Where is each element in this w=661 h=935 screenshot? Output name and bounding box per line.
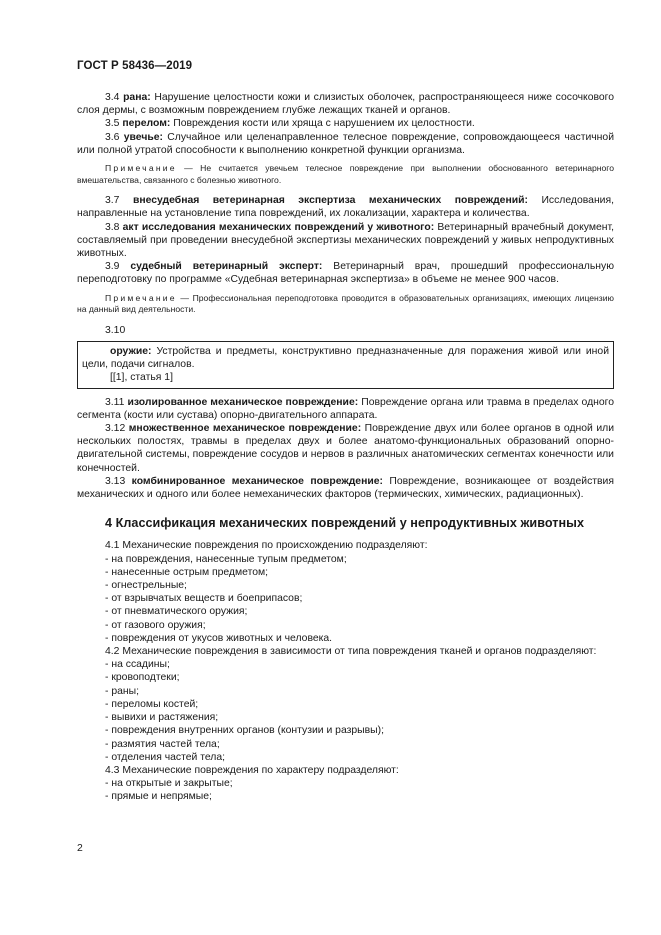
list-item: - отделения частей тела;: [105, 751, 226, 763]
list-item: - повреждения внутренних органов (контузии и разрывы);: [105, 725, 384, 737]
term-3-10-number: 3.10: [105, 324, 126, 336]
list-item: - переломы костей;: [105, 698, 199, 710]
clause-4-2: 4.2 Механические повреждения в зависимости от типа повреждения тканей и органов подразделяют:: [105, 646, 597, 658]
clause-4-3: 4.3 Механические повреждения по характеру подразделяют:: [105, 764, 399, 776]
term-3-4: 3.4 рана: Нарушение целостности кожи и слизистых оболочек, распространяющееся ниже сосочкового слоя дермы, с возможным повреждением глубже лежащих тканей и органов.: [77, 92, 614, 117]
term-3-9: 3.9 судебный ветеринарный эксперт: Ветеринарный врач, прошедший профессиональную переподготовку по программе «Судебная ветеринарная экспертиза» в объеме не менее 900 часов.: [77, 261, 614, 286]
list-item: - на ссадины;: [105, 659, 170, 671]
section-4-title: 4 Классификация механических повреждений у непродуктивных животных: [105, 516, 585, 531]
list-item: - от взрывчатых веществ и боеприпасов;: [105, 593, 303, 605]
term-3-6: 3.6 увечье: Случайное или целенаправленное телесное повреждение, сопровождающееся частичной или полной утратой способности к выполнению конкретной функции организма.: [77, 131, 615, 156]
list-item: - нанесенные острым предметом;: [105, 566, 269, 578]
list-item: - на повреждения, нанесенные тупым предметом;: [105, 553, 347, 565]
term-3-10-reference: [[1], статья 1]: [110, 372, 173, 384]
document-header: ГОСТ Р 58436—2019: [77, 60, 193, 72]
list-item: - раны;: [105, 685, 139, 697]
page-number: 2: [77, 843, 83, 854]
term-3-12: 3.12 множественное механическое повреждение: Повреждение двух или более органов в одной или нескольких полостях, травмы в пределах двух и более анатомо-функциональных образований опорно-двигательной системы, повреждение сосудов и нервов в различных анатомических сегментах конечности или конечностей.: [77, 423, 615, 474]
list-item: - от газового оружия;: [105, 619, 206, 631]
list-item: - прямые и непрямые;: [105, 791, 212, 803]
note-2: Примечание — Профессиональная переподготовка проводится в образовательных организациях, имеющих лицензию на данный вид деятельности.: [77, 292, 614, 315]
page-content: [77, 91, 614, 804]
list-item: - кровоподтеки;: [105, 672, 180, 684]
term-3-13: 3.13 комбинированное механическое повреждение: Повреждение, возникающее от воздействия механических и одного или более немеханических факторов (термических, химических, радиационных).: [77, 475, 614, 501]
list-item: - повреждения от укусов животных и человека.: [105, 632, 333, 644]
list-item: - от пневматического оружия;: [105, 606, 248, 618]
term-3-10-box: [77, 341, 614, 389]
list-item: - размятия частей тела;: [105, 738, 220, 750]
term-3-7: 3.7 внесудебная ветеринарная экспертиза механических повреждений: Исследования, направленные на установление типа повреждений, их локализации, характера и количества.: [77, 195, 615, 220]
list-4-2: [77, 658, 614, 764]
list-4-3: [77, 777, 614, 803]
list-item: - огнестрельные;: [105, 580, 187, 592]
list-item: - вывихи и растяжения;: [105, 712, 219, 724]
term-3-5: 3.5 перелом: Повреждения кости или хряща с нарушением их целостности.: [105, 118, 475, 130]
note-1: Примечание — Не считается увечьем телесное повреждение при выполнении обоснованного ветеринарного вмешательства, связанного с болезнью животного.: [77, 163, 615, 185]
term-3-11: 3.11 изолированное механическое повреждение: Повреждение органа или травма в пределах одного сегмента (кости или сустава) опорно-двигательного аппарата.: [77, 396, 614, 421]
list-4-1: [77, 553, 614, 645]
term-3-8: 3.8 акт исследования механических повреждений у животного: Ветеринарный врачебный документ, составляемый при проведении внесудебной экспертизы механических повреждений у живых непродуктивных животных.: [77, 221, 614, 260]
list-item: - на открытые и закрытые;: [105, 778, 233, 790]
clause-4-1: 4.1 Механические повреждения по происхождению подразделяют:: [105, 540, 428, 552]
term-3-10: оружие: Устройства и предметы, конструктивно предназначенные для поражения живой или иной цели, подачи сигналов.: [82, 346, 609, 371]
